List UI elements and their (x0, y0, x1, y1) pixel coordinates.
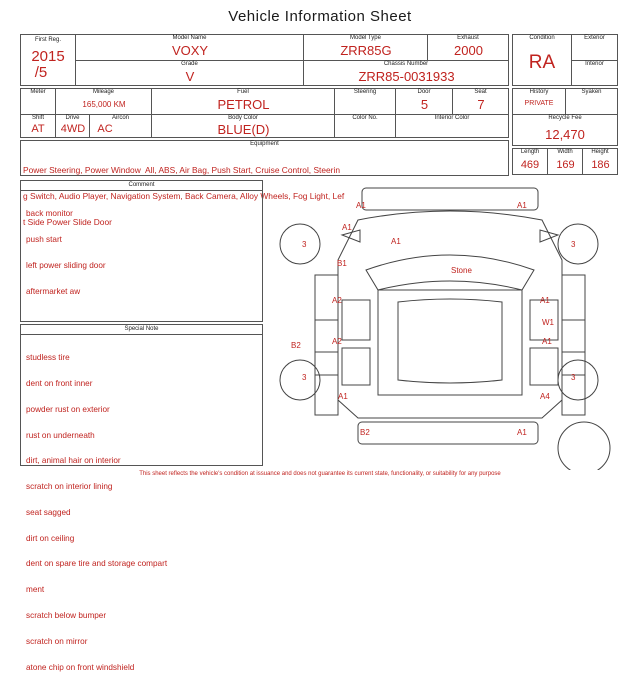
length-label: Length (520, 149, 540, 155)
vehicle-id-grid (20, 34, 509, 86)
equipment-label: Equipment (250, 141, 279, 147)
model-name-value: VOXY (171, 43, 209, 58)
special-note-line: scratch below bumper (26, 611, 107, 620)
interior-color-label: Interior Color (434, 115, 470, 121)
page-title: Vehicle Information Sheet (228, 8, 412, 25)
height-label: Height (591, 149, 609, 155)
seat-value: 7 (477, 97, 485, 112)
special-note-box (20, 324, 263, 672)
chassis-number-label: Chassis Number (383, 61, 429, 67)
footer-disclaimer: This sheet reflects the vehicle's condition at issuance and does not guarantee its current state, functionality, or suitability for any purpose (139, 471, 501, 477)
damage-mark: 3 (302, 373, 307, 382)
meter-label: Meter (30, 89, 46, 95)
seat-label: Seat (474, 89, 487, 95)
interior-label: Interior (585, 61, 604, 67)
damage-mark: A4 (540, 392, 550, 401)
body-color-label: Body Color (228, 115, 258, 121)
recycle-fee-value: 12,470 (545, 127, 585, 142)
drive-label: Drive (65, 115, 80, 121)
special-note-list (26, 337, 167, 689)
equipment-line: g Switch, Audio Player, Navigation System, Back Camera, Alloy Wheels, Fog Light, Lef (23, 190, 345, 201)
condition-value: RA (528, 52, 556, 73)
height-value: 186 (591, 159, 610, 171)
width-label: Width (557, 149, 573, 155)
mileage-label: Mileage (92, 89, 114, 95)
comment-list (26, 193, 106, 313)
damage-mark: 3 (571, 240, 576, 249)
damage-mark: B2 (360, 428, 370, 437)
special-note-label: Special Note (21, 326, 262, 335)
damage-mark: 3 (571, 373, 576, 382)
history-value: PRIVATE (524, 100, 554, 107)
condition-grid (512, 34, 618, 86)
fuel-label: Fuel (237, 89, 249, 95)
chassis-number-value: ZRR85-0031933 (358, 69, 455, 84)
special-note-line: scratch on mirror (26, 636, 88, 646)
specs-grid (20, 88, 509, 138)
history-grid (512, 88, 618, 146)
comment-label: Comment (21, 182, 262, 191)
special-note-line: atone chip on front windshield (26, 662, 135, 672)
damage-mark: A1 (517, 201, 527, 210)
color-no-label: Color No. (352, 115, 378, 121)
damage-mark: W1 (542, 318, 554, 327)
exhaust-label: Exhaust (457, 35, 479, 41)
model-name-label: Model Name (172, 35, 207, 41)
history-label: History (529, 89, 549, 95)
grade-value: V (185, 69, 195, 84)
damage-mark: A1 (540, 296, 550, 305)
first-reg-label: First Reg. (34, 37, 61, 43)
special-note-line: powder rust on exterior (26, 404, 110, 414)
aircon-label: Aircon (111, 115, 129, 121)
special-note-line: studless tire (26, 353, 70, 363)
syaken-label: Syaken (581, 89, 602, 95)
special-note-line: scratch on interior lining (26, 482, 113, 492)
damage-mark: A1 (391, 237, 401, 246)
damage-mark: A2 (332, 337, 342, 346)
damage-mark: A1 (517, 428, 527, 437)
comment-box (20, 180, 263, 322)
special-note-line: dirt, animal hair on interior (26, 456, 121, 466)
damage-mark: B1 (337, 259, 347, 268)
comment-line: back monitor (26, 209, 73, 219)
equipment-line: t Side Power Slide Door (23, 216, 112, 227)
grade-label: Grade (181, 61, 198, 67)
comment-line: push start (26, 234, 62, 244)
aircon-value: AC (97, 123, 113, 135)
first-reg-year: 2015 (31, 48, 65, 65)
recycle-fee-label: Recycle Fee (548, 115, 582, 121)
dimension-grid (512, 148, 618, 175)
special-note-line: rust on underneath (26, 430, 95, 440)
comment-line: aftermarket aw (26, 286, 81, 296)
exterior-label: Exterior (584, 35, 605, 41)
fuel-value: PETROL (217, 97, 270, 112)
damage-mark: A1 (356, 201, 366, 210)
damage-mark: Stone (451, 266, 472, 275)
special-note-line: ment (26, 585, 45, 595)
mileage-value: 165,000 KM (82, 100, 126, 109)
damage-mark: B2 (291, 341, 301, 350)
comment-line: left power sliding door (26, 260, 106, 270)
special-note-line: seat sagged (26, 507, 71, 517)
width-value: 169 (556, 159, 575, 171)
steering-label: Steering (353, 89, 377, 95)
shift-label: Shift (31, 115, 44, 121)
damage-mark: A1 (338, 392, 348, 401)
first-reg-month: /5 (34, 64, 48, 81)
special-note-line: dirt on ceiling (26, 533, 75, 543)
shift-value: AT (31, 123, 45, 135)
damage-mark: A2 (332, 296, 342, 305)
length-value: 469 (520, 159, 540, 171)
special-note-line: dent on spare tire and storage compart (26, 559, 168, 569)
damage-mark: 3 (302, 240, 307, 249)
condition-label: Condition (529, 35, 555, 41)
damage-mark: A1 (342, 223, 352, 232)
model-type-value: ZRR85G (340, 43, 392, 58)
door-value: 5 (420, 97, 429, 112)
damage-mark: A1 (542, 337, 552, 346)
model-type-label: Model Type (350, 35, 381, 41)
special-note-line: dent on front inner (26, 378, 93, 388)
equipment-line: Power Steering, Power Window All, ABS, Air Bag, Push Start, Cruise Control, Steerin (23, 165, 340, 176)
car-diagram (270, 180, 620, 470)
door-label: Door (417, 89, 431, 95)
exhaust-value: 2000 (454, 43, 483, 58)
body-color-value: BLUE(D) (217, 122, 270, 137)
drive-value: 4WD (60, 123, 86, 135)
